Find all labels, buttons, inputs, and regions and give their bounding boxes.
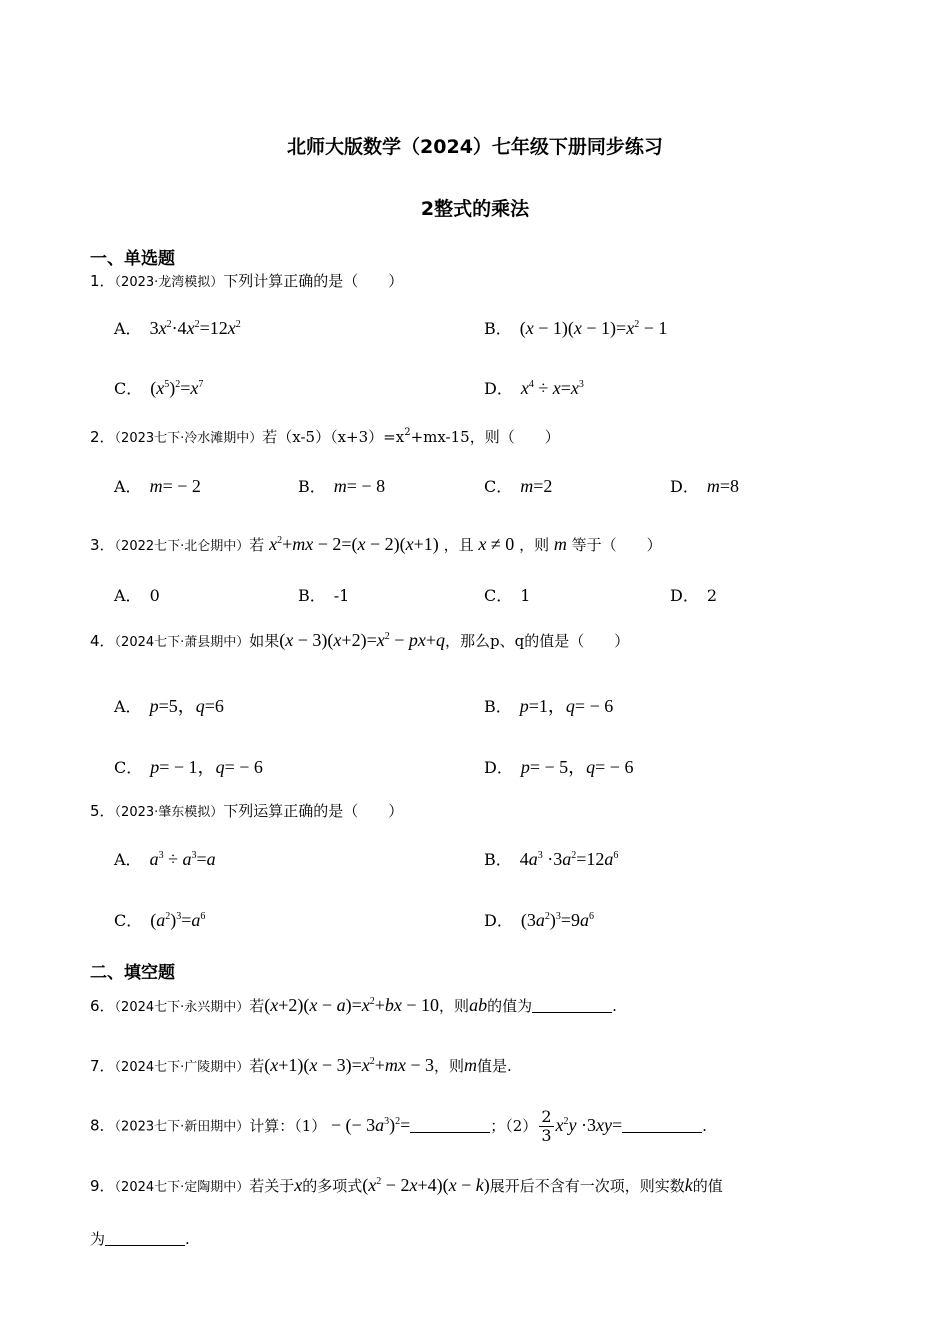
- question-9-line2: [90, 1228, 190, 1249]
- option-c: C． m=2: [484, 476, 553, 496]
- question-source: （2023七下·冷水滩期中）: [114, 431, 263, 446]
- stem-part: ，则: [519, 536, 550, 554]
- option-label: D．: [484, 379, 513, 398]
- question-7: [90, 1055, 512, 1076]
- option-d: D． $x^4 \div x=x^3$: [484, 378, 584, 398]
- option-d: [670, 583, 717, 606]
- option-label: B．: [484, 319, 512, 338]
- answer-blank-1[interactable]: [410, 1118, 490, 1133]
- question-source: （2023·龙湾模拟）: [114, 275, 224, 290]
- stem-part: 若关于: [249, 1177, 295, 1195]
- stem-part: 若（x-5）（x+3）=x: [262, 428, 405, 446]
- option-c: [484, 583, 530, 606]
- question-number: 9．: [90, 1177, 115, 1195]
- question-stem: 如果$(x - 3)(x+2)=x^2 - px+q$，那么p、q的值是（ ）: [249, 630, 630, 650]
- option-label: C．: [114, 758, 143, 777]
- question-2: [90, 426, 560, 447]
- stem-superscript: 2: [404, 427, 411, 438]
- question-number: 3．: [90, 536, 115, 554]
- option-a: A． p=5，q=6: [114, 696, 224, 716]
- option-c: C． $(x^5)^2=x^7$: [114, 378, 204, 398]
- stem-part: 如果: [249, 632, 280, 650]
- option-label: D．: [670, 586, 699, 605]
- option-b: B． p=1，q= − 6: [484, 696, 614, 716]
- question-source: （2024七下·广陵期中）: [114, 1060, 250, 1075]
- option-a: A． m= − 2: [114, 476, 201, 496]
- stem-part: 等于（ ）: [571, 536, 662, 554]
- option-a: A． $a^3 \div a^3=a$: [114, 849, 216, 869]
- stem-part: 计算：（1）: [249, 1116, 327, 1135]
- option-b: B． m= − 8: [298, 476, 386, 496]
- option-a: A． $3x^2\cdot 4x^2=12x^2$: [114, 318, 241, 338]
- option-b: [298, 583, 349, 606]
- question-number: 7．: [90, 1057, 115, 1075]
- stem-part: 展开后不含有一次项，则实数: [489, 1177, 685, 1195]
- option-value: 0: [149, 586, 160, 605]
- stem-part: 值是.: [477, 1057, 512, 1075]
- question-6: [90, 995, 617, 1016]
- answer-blank[interactable]: [532, 998, 612, 1013]
- option-d: D． m=8: [670, 476, 739, 496]
- question-stem: 下列运算正确的是（ ）: [223, 802, 404, 820]
- option-label: A．: [114, 477, 142, 496]
- stem-part: 若: [249, 536, 265, 554]
- question-source: （2023七下·新田期中）: [114, 1119, 250, 1135]
- stem-part: ，且: [443, 536, 474, 554]
- question-stem: 若 $x^2+mx - 2=(x - 2)(x+1)$ ，且 x ≠ 0 ，则 m 等于（ ）: [249, 534, 662, 554]
- option-d: D． p= − 5，q= − 6: [484, 757, 634, 777]
- question-stem: 若关于x的多项式$(x^2 - 2x+4)(x - k)$展开后不含有一次项，则实数k的值: [249, 1175, 723, 1195]
- fraction-two-thirds: $\frac{2}{3}$: [541, 1107, 552, 1145]
- question-9: [90, 1175, 723, 1196]
- option-b: B． $4a^3 \cdot 3a^2=12a^6$: [484, 849, 619, 869]
- option-label: D．: [670, 477, 699, 496]
- option-label: B．: [298, 586, 326, 605]
- stem-part: .: [185, 1230, 190, 1248]
- stem-part: ，则: [434, 1057, 465, 1075]
- stem-part: ；（2）: [490, 1116, 538, 1135]
- stem-part: .: [612, 997, 617, 1015]
- question-number: 6．: [90, 997, 115, 1015]
- question-stem: 若$(x+1)(x - 3)=x^2+mx - 3$，则m值是.: [249, 1055, 512, 1075]
- stem-part: 若: [249, 1057, 265, 1075]
- option-label: D．: [484, 758, 513, 777]
- option-value: 2: [706, 586, 718, 605]
- page-subtitle: 2整式的乘法: [420, 198, 530, 220]
- option-label: B．: [484, 697, 512, 716]
- option-c: C． p= − 1，q= − 6: [114, 757, 263, 777]
- option-a: [114, 583, 160, 606]
- option-label: C．: [484, 477, 513, 496]
- option-value: 1: [520, 586, 531, 605]
- option-label: B．: [484, 850, 512, 869]
- page-title: 北师大版数学（2024）七年级下册同步练习: [287, 136, 663, 158]
- question-source: （2023·肇东模拟）: [114, 805, 224, 820]
- stem-part: 的值: [692, 1177, 723, 1195]
- stem-part: ，则: [439, 997, 470, 1015]
- question-number: 5．: [90, 802, 115, 820]
- question-stem: 计算：（1） − (− $3a^3)^2=$ ；（2） $\frac{2}{3}$ $x^2y \cdot 3xy=$ .: [249, 1107, 707, 1145]
- option-value: -1: [333, 586, 350, 605]
- question-8: [90, 1108, 707, 1145]
- section-single-choice: 一、单选题: [90, 249, 175, 269]
- question-source: （2024七下·萧县期中）: [114, 635, 250, 650]
- option-c: C． $(a^2)^3=a^6$: [114, 910, 206, 930]
- question-5: [90, 800, 403, 821]
- section-fill-blank: 二、填空题: [90, 963, 175, 983]
- stem-part: +mx-15，则（ ）: [410, 428, 560, 446]
- question-source: （2024七下·永兴期中）: [114, 1000, 250, 1015]
- option-label: C．: [114, 911, 143, 930]
- question-stem: 下列计算正确的是（ ）: [223, 272, 404, 290]
- option-label: B．: [298, 477, 326, 496]
- question-number: 4．: [90, 632, 115, 650]
- answer-blank-2[interactable]: [622, 1118, 702, 1133]
- question-stem: 若$(x+2)(x - a)=x^2+bx - 10$，则ab的值为 .: [249, 995, 617, 1015]
- stem-part: 为: [90, 1230, 106, 1248]
- option-d: D． $(3a^2)^3=9a^6$: [484, 910, 594, 930]
- option-label: A．: [114, 319, 142, 338]
- question-number: 8．: [90, 1116, 115, 1135]
- stem-part: 的值为: [487, 997, 533, 1015]
- answer-blank[interactable]: [105, 1231, 185, 1246]
- option-label: A．: [114, 697, 142, 716]
- question-4: [90, 630, 629, 651]
- stem-part: 的多项式: [302, 1177, 363, 1195]
- question-number: 1．: [90, 272, 115, 290]
- stem-part: 若: [249, 997, 265, 1015]
- stem-part: ，那么p、q的值是（ ）: [445, 632, 630, 650]
- option-label: C．: [484, 586, 513, 605]
- option-label: C．: [114, 379, 143, 398]
- question-source: （2024七下·定陶期中）: [114, 1180, 250, 1195]
- question-3: [90, 534, 662, 555]
- option-label: A．: [114, 850, 142, 869]
- stem-part: .: [702, 1116, 707, 1135]
- question-number: 2．: [90, 428, 115, 446]
- option-b: B． $(x - 1)(x - 1)=x^2 - 1$: [484, 318, 668, 338]
- question-source: （2022七下·北仑期中）: [114, 539, 250, 554]
- option-label: A．: [114, 586, 142, 605]
- option-label: D．: [484, 911, 513, 930]
- question-stem: [262, 428, 559, 446]
- question-1: [90, 270, 403, 291]
